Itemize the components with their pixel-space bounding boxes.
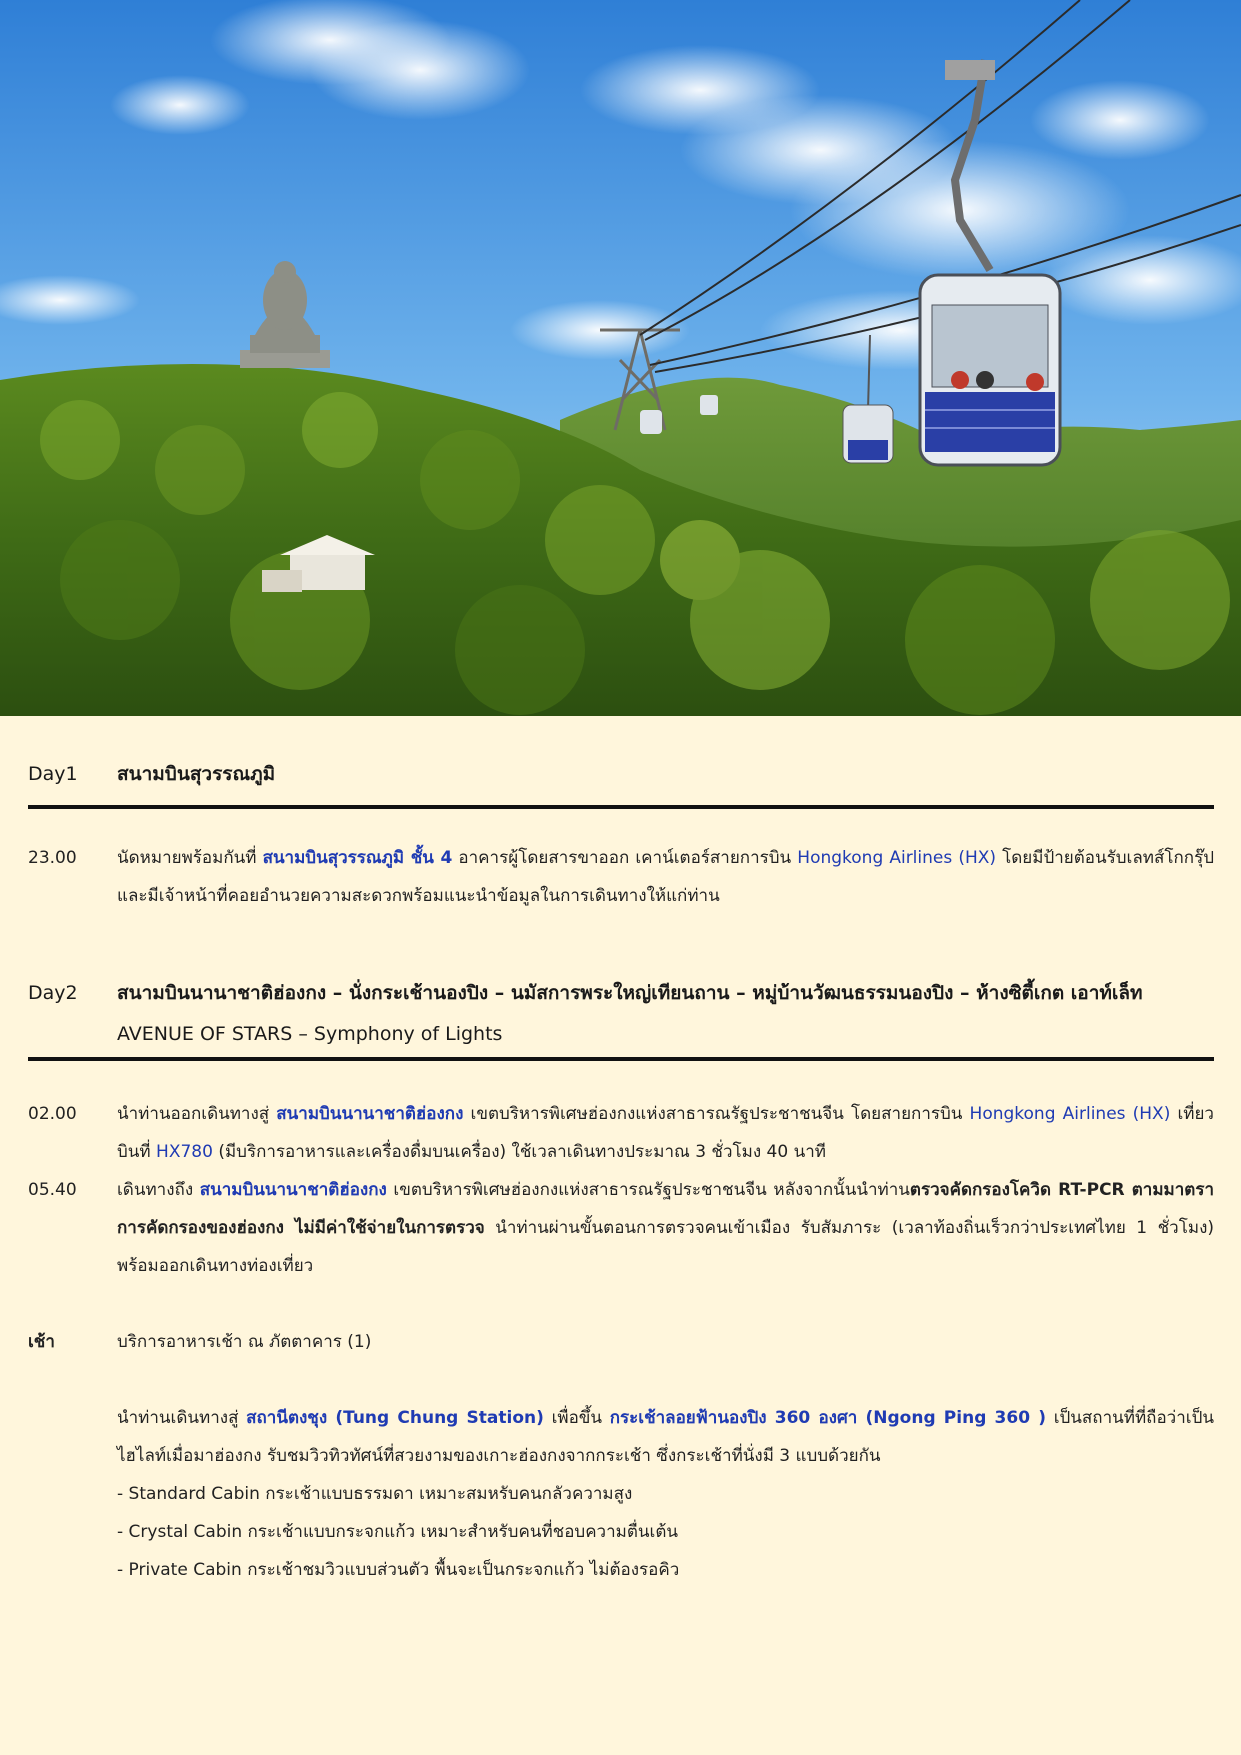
cable-car-text: กระเช้าลอยฟ้านองปิง 360 องศา (Ngong Ping 360 ) [609, 1408, 1047, 1428]
text-run: นำท่านเดินทางสู่ [117, 1408, 247, 1428]
entry-text [117, 1399, 1214, 1589]
text-run: เขตบริหารพิเศษฮ่องกงแห่งสาธารณรัฐประชาชนจีน หลังจากนั้นนำท่าน [386, 1180, 910, 1200]
day2-label: Day2 [28, 982, 78, 1004]
text-run: เขตบริหารพิเศษฮ่องกงแห่งสาธารณรัฐประชาชนจีน โดยสายการบิน [463, 1104, 970, 1124]
airport-text: สนามบินนานาชาติฮ่องกง [199, 1180, 387, 1200]
airport-link-text: สนามบินสุวรรณภูมิ ชั้น 4 [262, 848, 453, 868]
day1-label: Day1 [28, 763, 78, 785]
day1-title: สนามบินสุวรรณภูมิ [117, 763, 276, 785]
text-run: อาคารผู้โดยสารขาออก เคาน์เตอร์สายการบิน [452, 848, 798, 868]
day2-header [28, 973, 1214, 1055]
hero-image [0, 0, 1241, 716]
entry-text [117, 839, 1214, 915]
day2-entry-0200 [28, 1095, 1214, 1171]
entry-time: 23.00 [28, 848, 77, 868]
itinerary-content [28, 716, 1214, 1589]
text-run: นัดหมายพร้อมกันที่ [117, 848, 263, 868]
meal-count: (1) [347, 1332, 372, 1352]
day1-divider [28, 805, 1214, 809]
text-run: นำท่านผ่านขั้นตอนการตรวจคนเข้าเมือง รับสัมภาระ (เวลาท้องถิ่นเร็วกว่าประเทศไทย 1 ชั่วโมง) พร้อมออกเดินทางท่องเที่ยว [117, 1218, 1214, 1276]
cable-car-scene-illustration [0, 0, 1241, 716]
day2-title-english: AVENUE OF STARS – Symphony of Lights [117, 1023, 503, 1045]
text-run: (มีบริการอาหารและเครื่องดื่มบนเครื่อง) ใช้เวลาเดินทางประมาณ 3 ชั่วโมง 40 นาที [212, 1142, 826, 1162]
text-run: บริการอาหารเช้า ณ ภัตตาคาร [117, 1332, 348, 1352]
airline-text: Hongkong Airlines (HX) [797, 848, 997, 868]
text-run: โดยมีป้ายต้อนรับเลทส์โกกรุ๊ป และมีเจ้าหน้าที่คอยอำนวยความสะดวกพร้อมแนะนำข้อมูลในการเดินทางให้แก่ท่าน [117, 848, 1214, 906]
day1-entry-2300 [28, 839, 1214, 915]
cabin-option: - Crystal Cabin กระเช้าแบบกระจกแก้ว เหมาะสำหรับคนที่ชอบความตื่นเต้น [117, 1522, 678, 1542]
entry-text [117, 1323, 1214, 1361]
cabin-option: - Private Cabin กระเช้าชมวิวแบบส่วนตัว พื้นจะเป็นกระจกแก้ว ไม่ต้องรอคิว [117, 1560, 680, 1580]
text-run: เที่ยวบินที่ [117, 1104, 1214, 1162]
airline-text: Hongkong Airlines (HX) [969, 1104, 1171, 1124]
airport-text: สนามบินนานาชาติฮ่องกง [276, 1104, 464, 1124]
station-text: สถานีตงชุง (Tung Chung Station) [246, 1408, 544, 1428]
ngong-ping-description [117, 1399, 1214, 1475]
day1-header [28, 754, 1214, 795]
day2-entry-breakfast [28, 1323, 1214, 1361]
entry-text [117, 1171, 1214, 1285]
entry-time: 02.00 [28, 1104, 77, 1124]
entry-time: 05.40 [28, 1180, 77, 1200]
text-run: นำท่านออกเดินทางสู่ [117, 1104, 277, 1124]
day2-entry-0540 [28, 1171, 1214, 1285]
text-run: เพื่อขึ้น [543, 1408, 610, 1428]
text-run: เดินทางถึง [117, 1180, 200, 1200]
entry-text [117, 1095, 1214, 1171]
day2-entry-ngong-ping [28, 1399, 1214, 1589]
day2-title [117, 973, 1214, 1055]
text-run: เป็นสถานที่ที่ถือว่าเป็นไฮไลท์เมื่อมาฮ่องกง รับชมวิวทิวทัศน์ที่สวยงามของเกาะฮ่องกงจากกระเช้า ซึ่งกระเช้าที่นั่งมี 3 แบบด้วยกัน [117, 1408, 1214, 1466]
cabin-option: - Standard Cabin กระเช้าแบบธรรมดา เหมาะสมหรับคนกลัวความสูง [117, 1484, 633, 1504]
flight-number: HX780 [156, 1142, 213, 1162]
day2-title-thai: สนามบินนานาชาติฮ่องกง – นั่งกระเช้านองปิง – นมัสการพระใหญ่เทียนถาน – หมู่บ้านวัฒนธรรมนองปิง – ห้างซิตี้เกต เอาท์เล็ท [117, 982, 1143, 1004]
covid-test-note: ตรวจคัดกรองโควิด RT-PCR ตามมาตราการคัดกรองของฮ่องกง ไม่มีค่าใช้จ่ายในการตรวจ [117, 1180, 1215, 1238]
entry-time: เช้า [28, 1332, 55, 1352]
day2-divider [28, 1057, 1214, 1061]
